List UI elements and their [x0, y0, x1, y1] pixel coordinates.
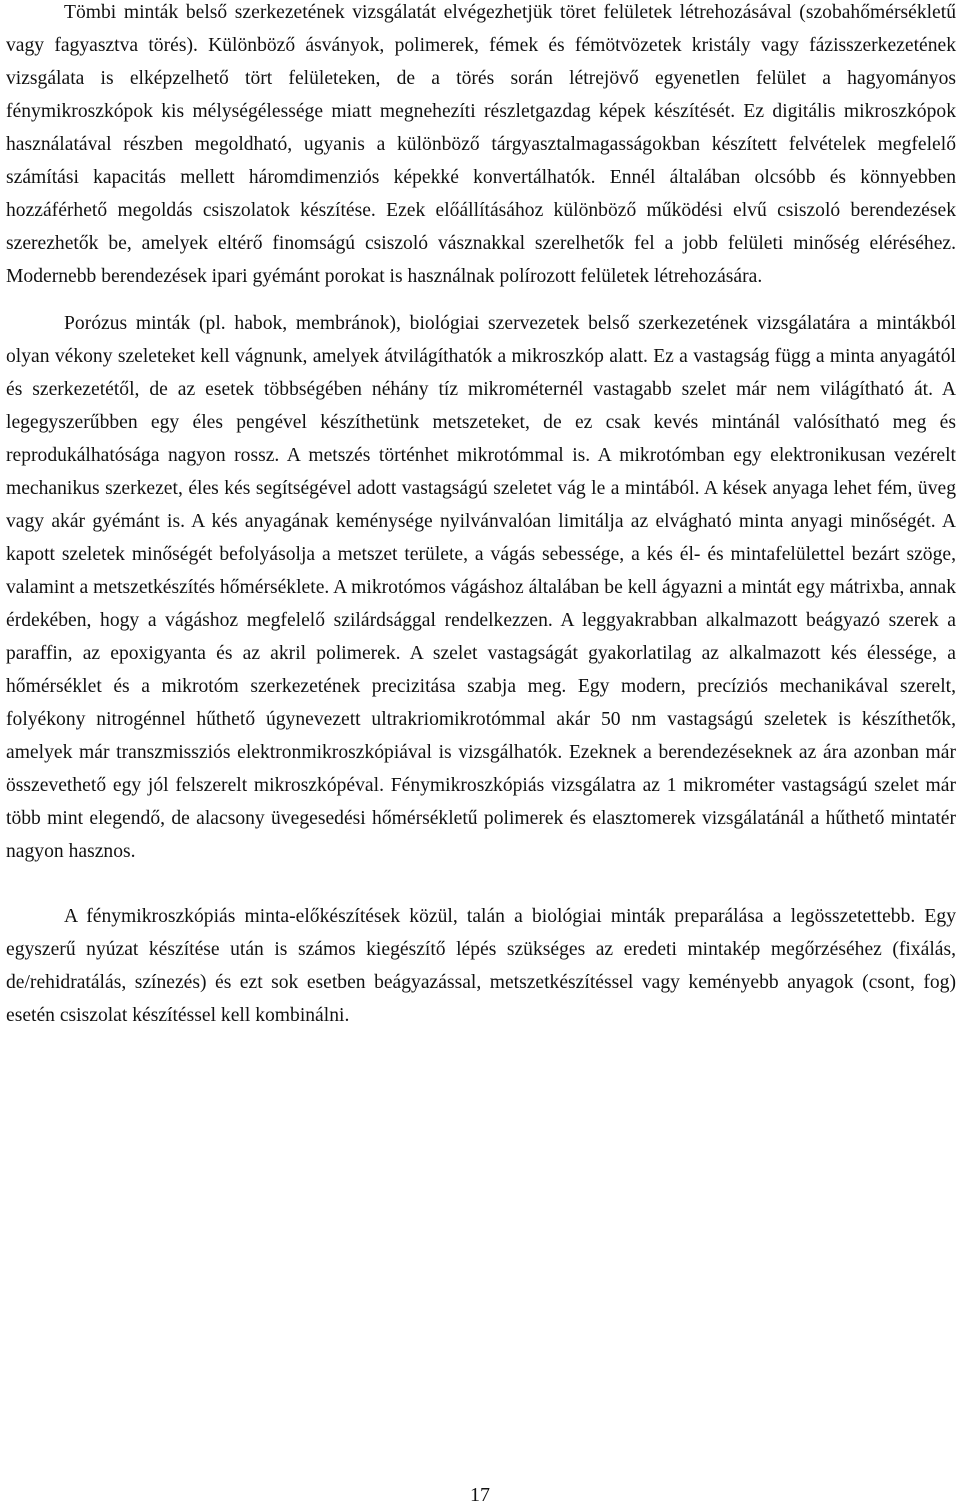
- page-number: 17: [470, 1484, 490, 1506]
- paragraph-2: Porózus minták (pl. habok, membránok), biológiai szervezetek belső szerkezetének vizsgálatára a mintákból olyan vékony szeleteket kell vágnunk, amelyek átvilágíthatók a mikroszkóp alatt. Ez a vastagság függ a minta anyagától és szerkezetétől, de az esetek többségében néhány tíz mikrométernél vastagabb szelet már nem világítható át. A legegyszerűbben egy éles pengével készíthetünk metszeteket, de ez csak kevés mintánál valósítható meg és reprodukálhatósága nagyon rossz. A metszés történhet mikrotómmal is. A mikrotómban egy elektronikusan vezérelt mechanikus szerkezet, éles kés segítségével adott vastagságú szeletet vág le a mintából. A kések anyaga lehet fém, üveg vagy akár gyémánt is. A kés anyagának keménysége nyilvánvalóan limitálja az elvágható minta anyagi minőségét. A kapott szeletek minőségét befolyásolja a metszet területe, a vágás sebessége, a kés él- és mintafelülettel bezárt szöge, valamint a metszetkészítés hőmérséklete. A mikrotómos vágáshoz általában be kell ágyazni a mintát egy mátrixba, annak érdekében, hogy a vágáshoz megfelelő szilárdsággal rendelkezzen. A leggyakrabban alkalmazott beágyazó szerek a paraffin, az epoxigyanta és az akril polimerek. A szelet vastagságát gyakorlatilag az alkalmazott kés élessége, a hőmérséklet és a mikrotóm szerkezetének precizitása szabja meg. Egy modern, precíziós mechanikával szerelt, folyékony nitrogénnel hűthető úgynevezett ultrakriomikrotómmal akár 50 nm vastagságú szeletek is készíthetők, amelyek már transzmissziós elektronmikroszkópiával is vizsgálhatók. Ezeknek a berendezéseknek az ára azonban már összevethető egy jól felszerelt mikroszkópéval. Fénymikroszkópiás vizsgálatra az 1 mikrométer vastagságú szelet már több mint elegendő, de alacsony üvegesedési hőmérsékletű polimerek és elasztomerek vizsgálatánál a hűthető mintatér nagyon hasznos.: [6, 313, 956, 862]
- paragraph-1: Tömbi minták belső szerkezetének vizsgálatát elvégezhetjük töret felületek létrehozásával (szobahőmérsékletű vagy fagyasztva törés). Különböző ásványok, polimerek, fémek és fémötvözetek kristály vagy fázisszerkezetének vizsgálata is elképzelhető tört felületeken, de a törés során létrejövő egyenetlen felület a hagyományos fénymikroszkópok kis mélységélessége miatt megnehezíti részletgazdag képek készítését. Ez digitális mikroszkópok használatával részben megoldható, ugyanis a különböző tárgyasztalmagasságokban készített felvételek megfelelő számítási kapacitás mellett háromdimenziós képekké konvertálhatók. Ennél általában olcsóbb és könnyebben hozzáférhető megoldás csiszolatok készítése. Ezek előállításához különböző működési elvű csiszoló berendezések szerezhetők be, amelyek eltérő finomságú csiszoló vásznakkal szerelhetők fel a jobb felületi minőség eléréséhez. Modernebb berendezések ipari gyémánt porokat is használnak polírozott felületek létrehozására.: [6, 2, 956, 287]
- document-page: [6, 0, 956, 1032]
- paragraph-3: A fénymikroszkópiás minta-előkészítések közül, talán a biológiai minták preparálása a legösszetettebb. Egy egyszerű nyúzat készítése után is számos kiegészítő lépés szükséges az eredeti mintakép megőrzéséhez (fixálás, de/rehidratálás, színezés) és ezt sok esetben beágyazással, metszetkészítéssel vagy keményebb anyagok (csont, fog) esetén csiszolat készítéssel kell kombinálni.: [6, 906, 956, 1026]
